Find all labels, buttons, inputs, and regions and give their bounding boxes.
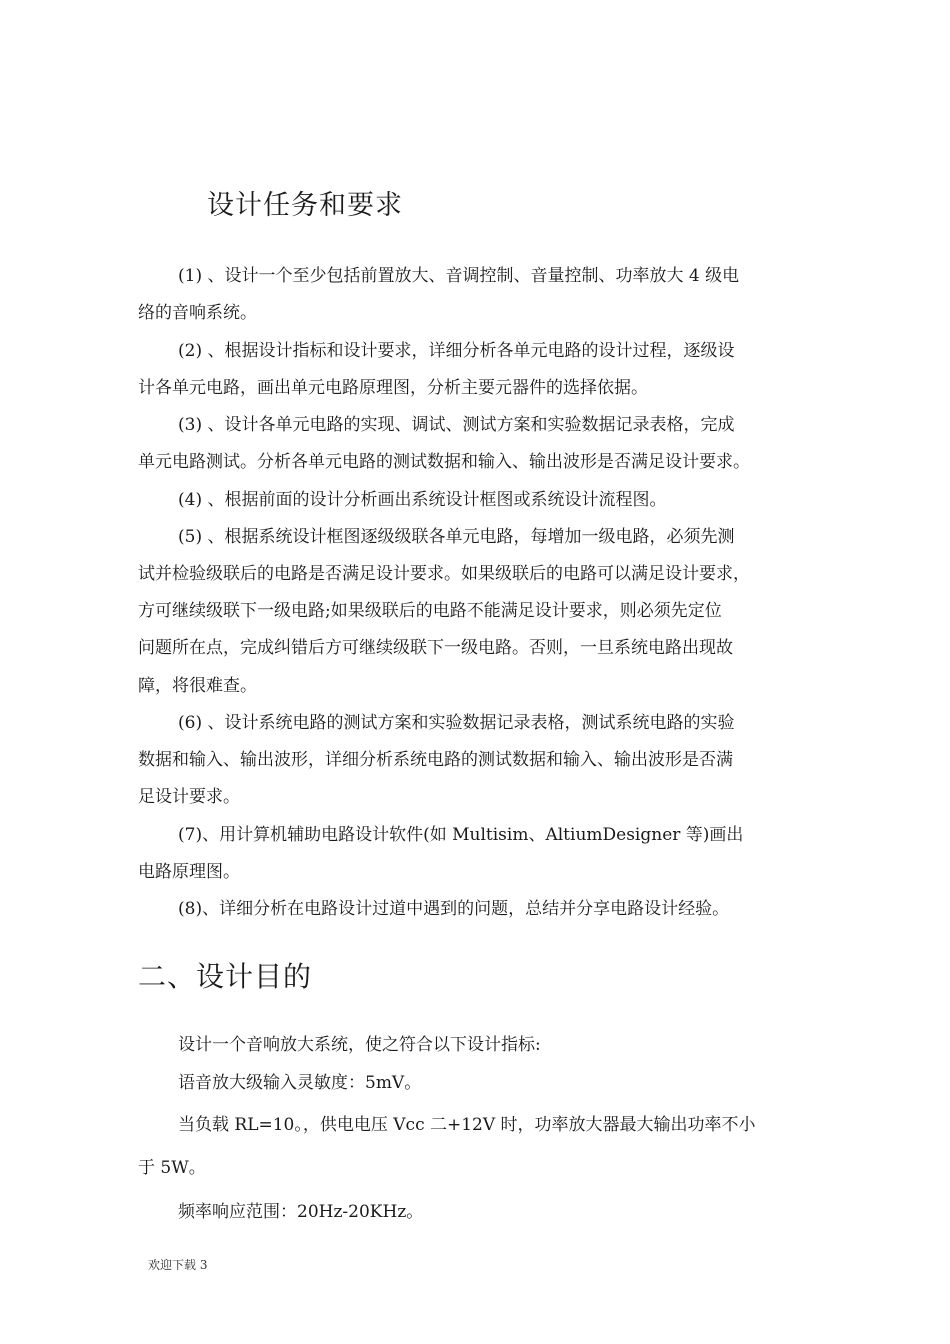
section-heading-purpose: 二、设计目的	[138, 960, 313, 993]
paragraph-line: 于 5W。	[138, 1158, 206, 1178]
paragraph-line: 单元电路测试。分析各单元电路的测试数据和输入、输出波形是否满足设计要求。	[138, 452, 750, 472]
paragraph-line: 计各单元电路，画出单元电路原理图，分析主要元器件的选择依据。	[138, 378, 648, 398]
paragraph-line: 足设计要求。	[138, 787, 240, 807]
paragraph-line: 络的音响系统。	[138, 303, 257, 323]
section-heading-task: 设计任务和要求	[207, 190, 403, 221]
paragraph-line: 障，将很难查。	[138, 676, 257, 696]
paragraph-line: (2) 、根据设计指标和设计要求，详细分析各单元电路的设计过程，逐级设	[178, 341, 735, 361]
paragraph-line: 试并检验级联后的电路是否满足设计要求。如果级联后的电路可以满足设计要求，	[138, 564, 750, 584]
paragraph-line: (6) 、设计系统电路的测试方案和实验数据记录表格，测试系统电路的实验	[178, 713, 735, 733]
paragraph-line: (1) 、设计一个至少包括前置放大、音调控制、音量控制、功率放大 4 级电	[178, 266, 740, 286]
page-footer: 欢迎下载 3	[148, 1258, 208, 1272]
paragraph-line: (5) 、根据系统设计框图逐级级联各单元电路，每增加一级电路，必须先测	[178, 527, 735, 547]
paragraph-line: (4) 、根据前面的设计分析画出系统设计框图或系统设计流程图。	[178, 490, 667, 510]
paragraph-line: 频率响应范围：20Hz-20KHz。	[178, 1202, 424, 1222]
paragraph-line: 问题所在点，完成纠错后方可继续级联下一级电路。否则，一旦系统电路出现故	[138, 638, 733, 658]
paragraph-line: 当负载 RL=10。，供电电压 Vcc 二+12V 时，功率放大器最大输出功率不小	[178, 1115, 756, 1135]
paragraph-line: (7)、用计算机辅助电路设计软件(如 Multisim、AltiumDesigner 等)画出	[178, 825, 744, 845]
paragraph-line: 数据和输入、输出波形，详细分析系统电路的测试数据和输入、输出波形是否满	[138, 750, 733, 770]
paragraph-line: 语音放大级输入灵敏度：5mV。	[178, 1073, 422, 1093]
paragraph-line: 设计一个音响放大系统，使之符合以下设计指标:	[178, 1035, 541, 1055]
paragraph-line: (8)、详细分析在电路设计过道中遇到的问题，总结并分享电路设计经验。	[178, 899, 730, 919]
paragraph-line: 方可继续级联下一级电路;如果级联后的电路不能满足设计要求，则必须先定位	[138, 601, 722, 621]
paragraph-line: (3) 、设计各单元电路的实现、调试、测试方案和实验数据记录表格，完成	[178, 415, 735, 435]
paragraph-line: 电路原理图。	[138, 862, 240, 882]
